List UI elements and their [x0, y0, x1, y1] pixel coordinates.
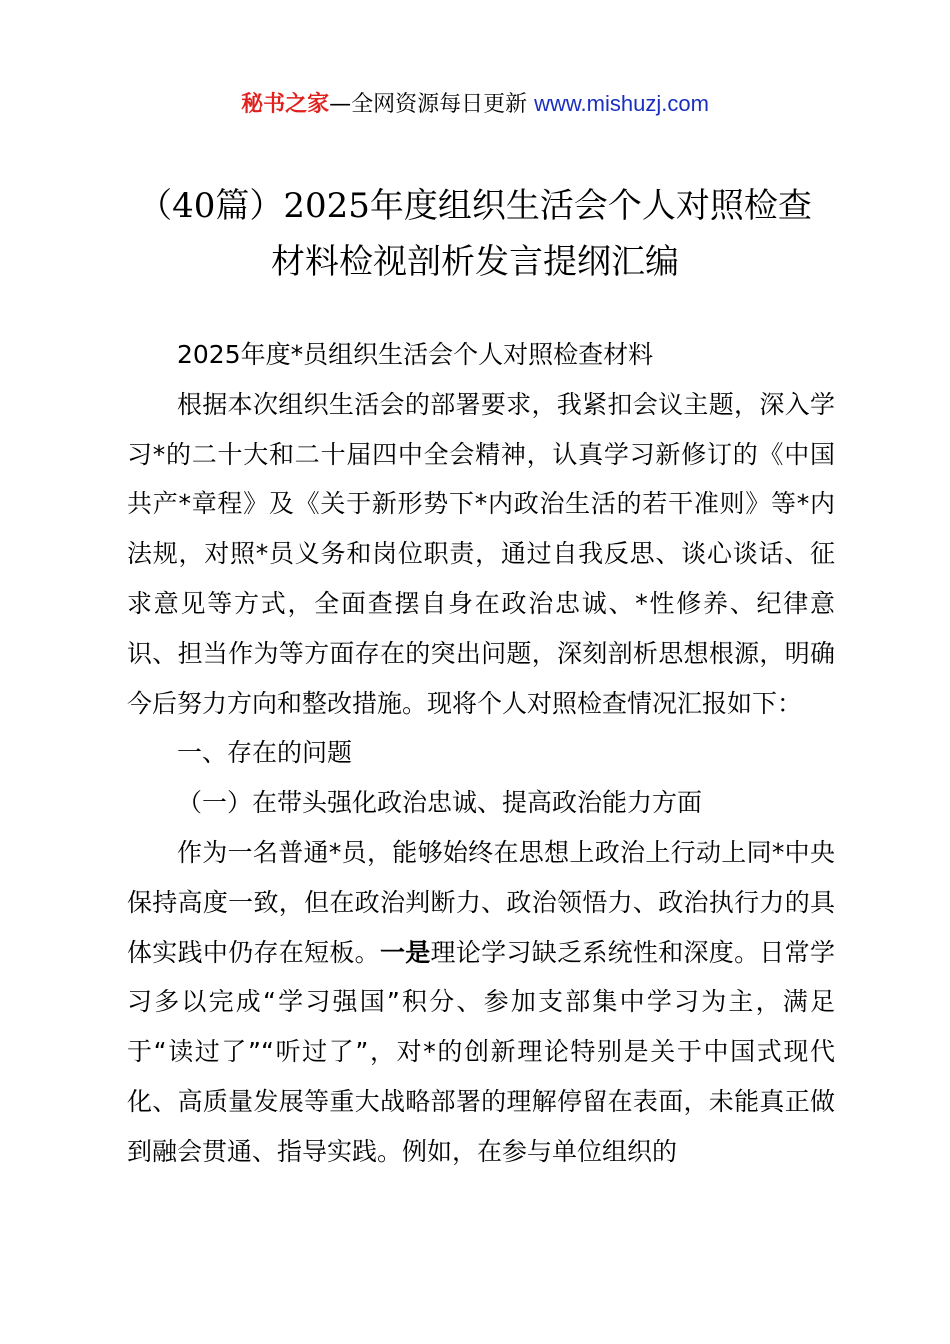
site-tagline: —全网资源每日更新: [329, 92, 535, 117]
paragraph-1: [127, 828, 835, 1177]
document-body: [127, 330, 835, 1177]
site-header: [0, 88, 950, 121]
section-heading-1: 一、存在的问题: [177, 738, 353, 768]
subsection-heading-1: （一）在带头强化政治忠诚、提高政治能力方面: [177, 788, 703, 818]
document-subtitle: 2025年度*员组织生活会个人对照检查材料: [177, 340, 654, 369]
title-line-1: （40篇）2025年度组织生活会个人对照检查: [138, 186, 812, 226]
document-title: [110, 178, 840, 290]
paragraph-1-bold-lead: 一是: [379, 937, 431, 967]
site-url-link[interactable]: www.mishuzj.com: [534, 91, 709, 116]
intro-paragraph: 根据本次组织生活会的部署要求，我紧扣会议主题，深入学习*的二十大和二十届四中全会精神，认真学习新修订的《中国共产*章程》及《关于新形势下*内政治生活的若干准则》等*内法规，对照*员义务和岗位职责，通过自我反思、谈心谈话、征求意见等方式，全面查摆自身在政治忠诚、*性修养、纪律意识、担当作为等方面存在的突出问题，深刻剖析思想根源，明确今后努力方向和整改措施。现将个人对照检查情况汇报如下：: [127, 389, 835, 718]
paragraph-1-part1: 作为一名普通*员，能够始终在思想上政治上行动上同*中央保持高度一致，但在政治判断力、政治领悟力、政治执行力的具体实践中仍存在短板。: [127, 837, 835, 967]
site-brand: 秘书之家: [241, 92, 330, 117]
title-line-2: 材料检视剖析发言提纲汇编: [271, 242, 679, 282]
paragraph-1-part2: 理论学习缺乏系统性和深度。日常学习多以完成“学习强国”积分、参加支部集中学习为主，满足于“读过了”“听过了”，对*的创新理论特别是关于中国式现代化、高质量发展等重大战略部署的理解停留在表面，未能真正做到融会贯通、指导实践。例如，在参与单位组织的: [127, 937, 835, 1166]
